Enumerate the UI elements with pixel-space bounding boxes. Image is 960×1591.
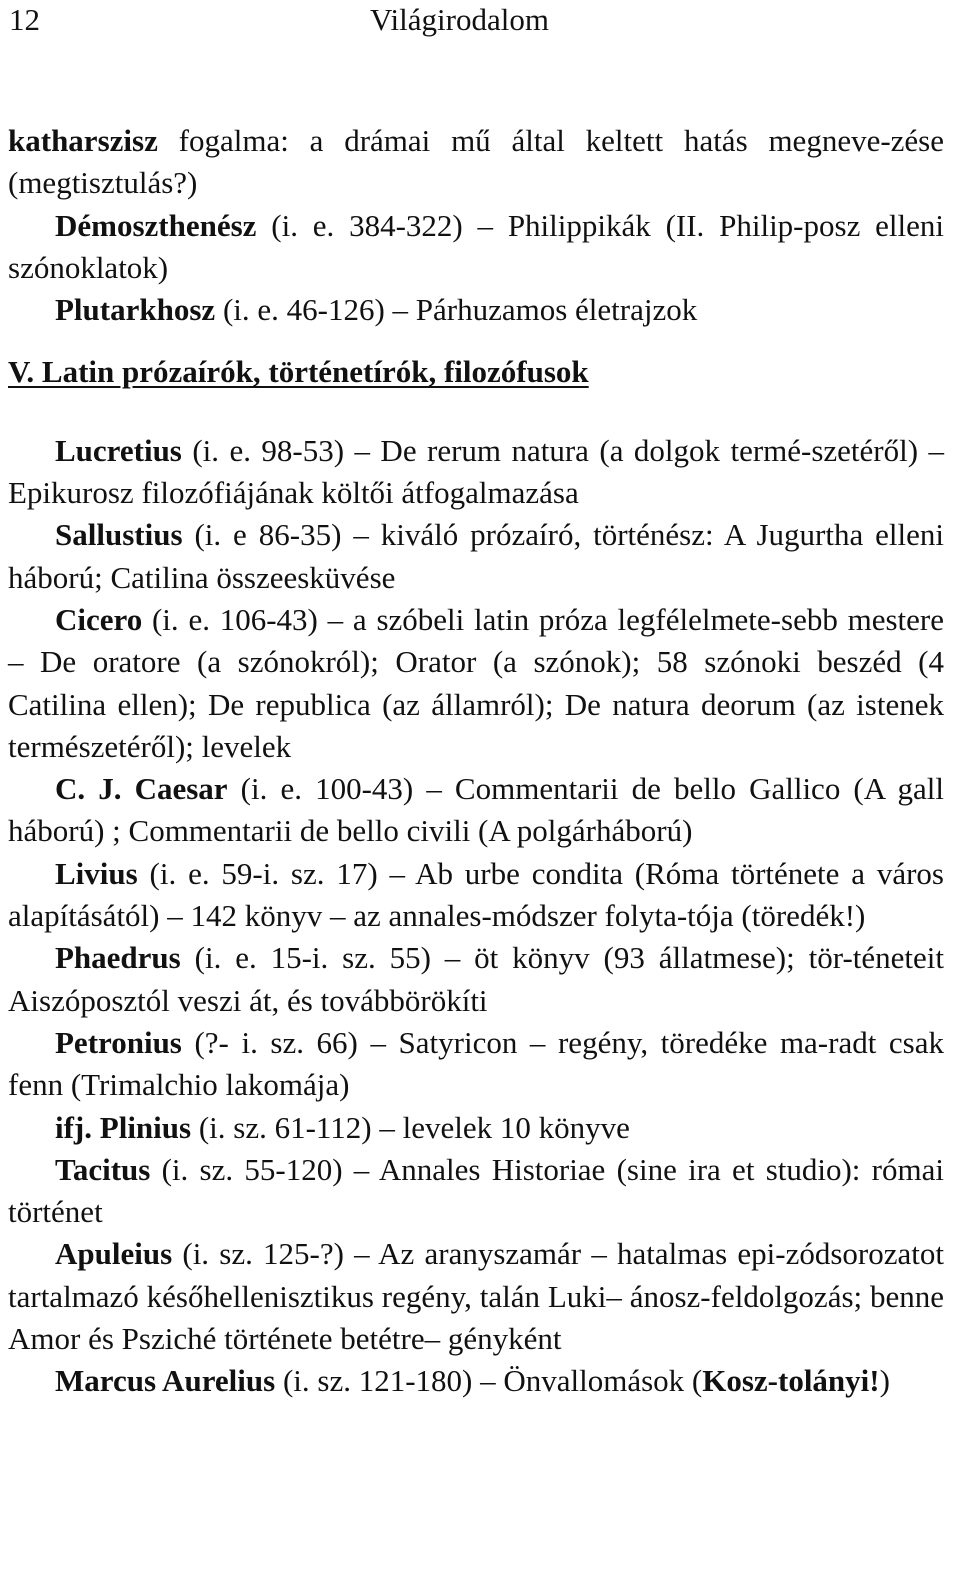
entry-livius: [8, 853, 944, 938]
entry-cicero: [8, 599, 944, 768]
entry-text: (i. e. 15-i. sz. 55) – öt könyv (93 állatmese); tör-téneteit Aiszóposztól veszi át, és továbbörökíti: [8, 940, 944, 1018]
author-name: C. J. Caesar: [55, 771, 228, 807]
entry-marcus-aurelius: [8, 1360, 944, 1402]
author-name: Tacitus: [55, 1151, 151, 1187]
author-name: Marcus Aurelius: [55, 1363, 276, 1399]
entry-text: (i. e. 106-43) – a szóbeli latin próza legfélelmete-sebb mestere – De oratore (a szónokról); Orator (a szónok); 58 szónoki beszéd (4 Catilina ellen); De republica (az államról); De natura deorum (az istenek természetéről); levelek: [8, 601, 944, 764]
entry-text: (i. e. 98-53) – De rerum natura (a dolgok termé-szetéről) – Epikurosz filozófiájának költői átfogalmazása: [8, 432, 944, 511]
page-header: [0, 0, 960, 40]
author-name: Petronius: [55, 1024, 182, 1060]
entry-text: (i. e 86-35) – kiváló prózaíró, történész: A Jugurtha elleni háború; Catilina összeesküvése: [8, 517, 944, 595]
entry-sallustius: [8, 514, 944, 599]
entry-petronius: [8, 1022, 944, 1107]
entry-phaedrus: [8, 937, 944, 1022]
page-content: [8, 120, 944, 1403]
entry-apuleius: [8, 1233, 944, 1360]
author-name: Phaedrus: [55, 940, 181, 976]
entry-text: (i. e. 384-322) – Philippikák (II. Philip-posz elleni szónoklatok): [8, 207, 944, 285]
entry-text: (i. e. 100-43) – Commentarii de bello Gallico (A gall háború) ; Commentarii de bello civili (A polgárháború): [8, 771, 945, 849]
entry-text: (i. sz. 61-112) – levelek 10 könyve: [191, 1109, 630, 1145]
entry-tail: ): [879, 1363, 890, 1399]
author-name: Démoszthenész: [55, 207, 257, 243]
entry-text: (i. sz. 55-120) – Annales Historiae (sine ira et studio): római történet: [8, 1151, 944, 1230]
author-name: Plutarkhosz: [55, 292, 216, 328]
entry-katharszisz: [8, 120, 944, 205]
entry-text: (?- i. sz. 66) – Satyricon – regény, töredéke ma-radt csak fenn (Trimalchio lakomája): [8, 1024, 944, 1103]
entry-text: fogalma: a drámai mű által keltett hatás megneve-zése (megtisztulás?): [8, 123, 944, 201]
author-name: Sallustius: [55, 517, 183, 553]
entry-text: (i. sz. 125-?) – Az aranyszamár – hatalmas epi-zódsorozatot tartalmazó későhellenisztikus regény, talán Luki– ánosz-feldolgozás; benne Amor és Psziché története betétre– gényként: [8, 1236, 944, 1357]
latin-author-list: [8, 430, 944, 1403]
entry-text: (i. e. 59-i. sz. 17) – Ab urbe condita (Róma története a város alapításától) – 142 könyv – az annales-módszer folyta-tója (töredék!): [8, 855, 944, 934]
entry-lucretius: [8, 430, 944, 515]
page-number: 12: [9, 2, 40, 37]
emphasis: Kosz-tolányi!: [702, 1363, 880, 1399]
entry-plutarkhosz: [8, 289, 944, 331]
entry-demoszthenesz: [8, 205, 944, 290]
entry-caesar: [8, 768, 944, 853]
entry-text: (i. sz. 121-180) – Önvallomások (: [275, 1363, 703, 1399]
author-name: Apuleius: [55, 1236, 173, 1272]
author-name: Livius: [55, 855, 138, 891]
author-name: Cicero: [55, 601, 143, 637]
running-title: Világirodalom: [370, 2, 549, 37]
section-heading: V. Latin prózaírók, történetírók, filozófusok: [8, 354, 589, 390]
term: katharszisz: [8, 123, 158, 158]
author-name: Plinius: [99, 1109, 192, 1145]
entry-text: (i. e. 46-126) – Párhuzamos életrajzok: [215, 292, 698, 328]
author-name: Lucretius: [55, 432, 182, 468]
entry-plinius: [8, 1107, 944, 1149]
entry-tacitus: [8, 1149, 944, 1234]
author-prefix: ifj.: [55, 1109, 100, 1145]
